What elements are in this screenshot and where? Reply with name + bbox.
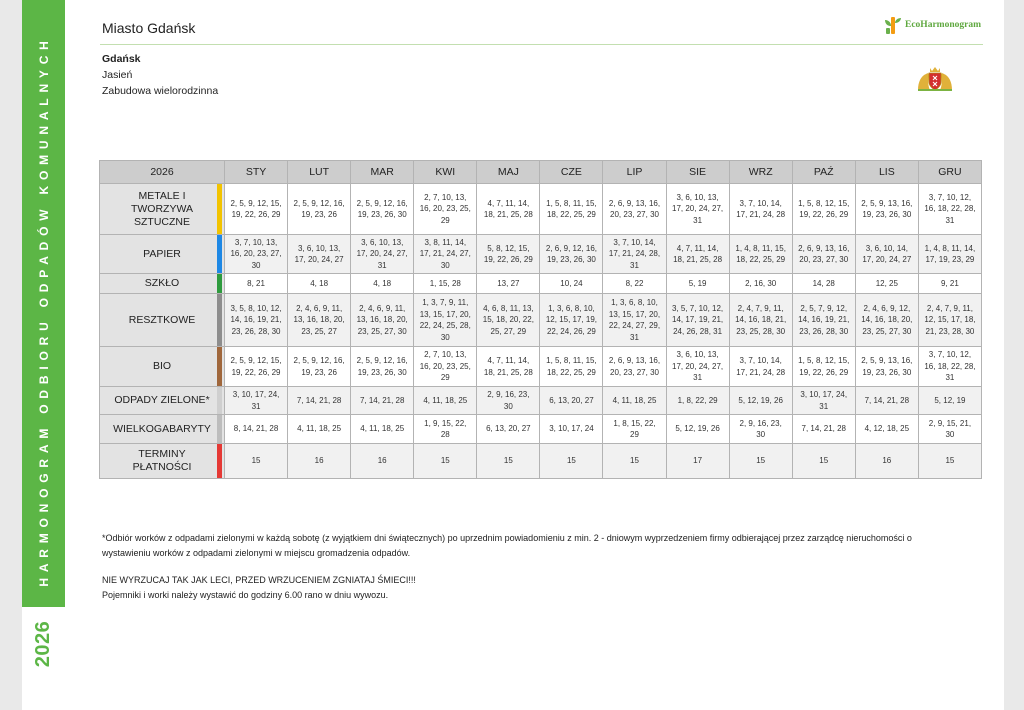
collection-dates-cell: 2, 5, 9, 13, 16, 19, 23, 26, 30 xyxy=(855,347,918,387)
collection-dates-cell: 2, 6, 9, 13, 16, 20, 23, 27, 30 xyxy=(603,184,666,235)
waste-type-cell xyxy=(100,387,225,415)
collection-dates-cell: 8, 21 xyxy=(225,274,288,294)
waste-color-strip xyxy=(217,387,222,414)
ecoharmonogram-logo-icon xyxy=(884,14,902,36)
collection-dates-cell: 3, 6, 10, 13, 17, 20, 24, 27, 31 xyxy=(351,235,414,274)
schedule-body xyxy=(100,184,982,479)
collection-dates-cell: 15 xyxy=(918,444,981,479)
collection-dates-cell: 2, 4, 6, 9, 11, 13, 16, 18, 20, 23, 25, 27, 30 xyxy=(351,294,414,347)
waste-color-strip xyxy=(217,347,222,386)
collection-dates-cell: 17 xyxy=(666,444,729,479)
waste-type-cell xyxy=(100,294,225,347)
collection-dates-cell: 2, 6, 9, 12, 16, 19, 23, 26, 30 xyxy=(540,235,603,274)
collection-dates-cell: 4, 6, 8, 11, 13, 15, 18, 20, 22, 25, 27, 29 xyxy=(477,294,540,347)
waste-type-cell xyxy=(100,415,225,444)
collection-dates-cell: 12, 25 xyxy=(855,274,918,294)
notes-block xyxy=(102,531,912,603)
waste-type-label: BIO xyxy=(152,360,172,372)
collection-dates-cell: 3, 7, 10, 14, 17, 21, 24, 28 xyxy=(729,347,792,387)
collection-dates-cell: 7, 14, 21, 28 xyxy=(351,387,414,415)
waste-row xyxy=(100,387,982,415)
collection-dates-cell: 2, 5, 9, 12, 15, 19, 22, 26, 29 xyxy=(225,347,288,387)
collection-dates-cell: 5, 8, 12, 15, 19, 22, 26, 29 xyxy=(477,235,540,274)
waste-row xyxy=(100,274,982,294)
collection-dates-cell: 4, 11, 18, 25 xyxy=(288,415,351,444)
collection-dates-cell: 15 xyxy=(792,444,855,479)
collection-dates-cell: 14, 28 xyxy=(792,274,855,294)
ecoharmonogram-logo xyxy=(884,14,981,36)
collection-dates-cell: 2, 5, 9, 12, 16, 19, 23, 26 xyxy=(288,184,351,235)
collection-dates-cell: 3, 6, 10, 13, 17, 20, 24, 27, 31 xyxy=(666,347,729,387)
collection-dates-cell: 2, 7, 10, 13, 16, 20, 23, 25, 29 xyxy=(414,347,477,387)
collection-dates-cell: 6, 13, 20, 27 xyxy=(477,415,540,444)
address-building-type: Zabudowa wielorodzinna xyxy=(102,85,219,97)
collection-dates-cell: 4, 7, 11, 14, 18, 21, 25, 28 xyxy=(477,184,540,235)
waste-type-label: METALE I TWORZYWA SZTUCZNE xyxy=(130,189,193,228)
green-waste-note-line: wystawieniu worków z odpadami zielonymi w miejscu gromadzenia odpadów. xyxy=(102,548,411,558)
month-header: MAR xyxy=(351,161,414,184)
waste-type-cell xyxy=(100,347,225,387)
collection-dates-cell: 1, 4, 8, 11, 15, 18, 22, 25, 29 xyxy=(729,235,792,274)
collection-dates-cell: 2, 5, 9, 12, 16, 19, 23, 26, 30 xyxy=(351,184,414,235)
waste-color-strip xyxy=(217,444,222,478)
collection-dates-cell: 2, 5, 9, 12, 15, 19, 22, 26, 29 xyxy=(225,184,288,235)
waste-type-cell xyxy=(100,444,225,479)
collection-dates-cell: 3, 7, 10, 14, 17, 21, 24, 28, 31 xyxy=(603,235,666,274)
waste-type-label: RESZTKOWE xyxy=(128,313,196,326)
month-header: WRZ xyxy=(729,161,792,184)
collection-dates-cell: 2, 6, 9, 13, 16, 20, 23, 27, 30 xyxy=(792,235,855,274)
collection-dates-cell: 4, 11, 18, 25 xyxy=(351,415,414,444)
collection-dates-cell: 5, 12, 19, 26 xyxy=(666,415,729,444)
collection-dates-cell: 15 xyxy=(603,444,666,479)
collection-dates-cell: 1, 4, 8, 11, 14, 17, 19, 23, 29 xyxy=(918,235,981,274)
waste-color-strip xyxy=(217,235,222,273)
gdansk-coat-of-arms-icon xyxy=(916,66,954,92)
page-title: Miasto Gdańsk xyxy=(102,20,196,36)
year-header: 2026 xyxy=(100,161,225,184)
collection-dates-cell: 8, 22 xyxy=(603,274,666,294)
collection-dates-cell: 13, 27 xyxy=(477,274,540,294)
collection-dates-cell: 8, 14, 21, 28 xyxy=(225,415,288,444)
collection-dates-cell: 3, 7, 10, 14, 17, 21, 24, 28 xyxy=(729,184,792,235)
waste-type-label: PAPIER xyxy=(143,247,181,260)
waste-type-label: ODPADY ZIELONE* xyxy=(114,394,210,406)
collection-dates-cell: 1, 5, 8, 12, 15, 19, 22, 26, 29 xyxy=(792,347,855,387)
collection-dates-cell: 9, 21 xyxy=(918,274,981,294)
collection-dates-cell: 7, 14, 21, 28 xyxy=(792,415,855,444)
collection-dates-cell: 2, 7, 10, 13, 16, 20, 23, 25, 29 xyxy=(414,184,477,235)
collection-dates-cell: 2, 5, 9, 13, 16, 19, 23, 26, 30 xyxy=(855,184,918,235)
collection-dates-cell: 3, 7, 10, 12, 16, 18, 22, 28, 31 xyxy=(918,347,981,387)
collection-dates-cell: 15 xyxy=(540,444,603,479)
sidebar-year: 2026 xyxy=(32,620,54,668)
waste-color-strip xyxy=(217,415,222,443)
collection-dates-cell: 4, 18 xyxy=(288,274,351,294)
green-waste-note-line: *Odbiór worków z odpadami zielonymi w każdą sobotę (z wyjątkiem dni świątecznych) po uprzednim powiadomieniu z min. 2 - dniowym wyprzedzeniem firmy odbierającej przez zarządcę nieruchomości o xyxy=(102,533,912,543)
collection-dates-cell: 2, 9, 16, 23, 30 xyxy=(729,415,792,444)
month-header: CZE xyxy=(540,161,603,184)
header-divider xyxy=(100,44,983,45)
collection-dates-cell: 1, 8, 15, 22, 29 xyxy=(603,415,666,444)
collection-dates-cell: 2, 4, 7, 9, 11, 12, 15, 17, 18, 21, 23, 28, 30 xyxy=(918,294,981,347)
collection-dates-cell: 1, 5, 8, 12, 15, 19, 22, 26, 29 xyxy=(792,184,855,235)
waste-row xyxy=(100,444,982,479)
month-header: GRU xyxy=(918,161,981,184)
sidebar-band xyxy=(22,0,65,607)
waste-row xyxy=(100,294,982,347)
address-district: Jasień xyxy=(102,69,133,81)
collection-dates-cell: 3, 10, 17, 24, 31 xyxy=(225,387,288,415)
waste-row xyxy=(100,235,982,274)
collection-dates-cell: 16 xyxy=(351,444,414,479)
waste-row xyxy=(100,415,982,444)
collection-dates-cell: 2, 16, 30 xyxy=(729,274,792,294)
waste-color-strip xyxy=(217,184,222,234)
collection-dates-cell: 4, 18 xyxy=(351,274,414,294)
waste-type-label: WIELKOGABARYTY xyxy=(113,422,211,435)
collection-dates-cell: 16 xyxy=(288,444,351,479)
collection-dates-cell: 2, 4, 6, 9, 11, 13, 16, 18, 20, 23, 25, 27 xyxy=(288,294,351,347)
collection-dates-cell: 1, 3, 6, 8, 10, 12, 15, 17, 19, 22, 24, 26, 29 xyxy=(540,294,603,347)
collection-dates-cell: 1, 9, 15, 22, 28 xyxy=(414,415,477,444)
collection-dates-cell: 1, 3, 6, 8, 10, 13, 15, 17, 20, 22, 24, 27, 29, 31 xyxy=(603,294,666,347)
collection-dates-cell: 10, 24 xyxy=(540,274,603,294)
waste-row xyxy=(100,347,982,387)
collection-dates-cell: 2, 9, 16, 23, 30 xyxy=(477,387,540,415)
waste-type-label: SZKŁO xyxy=(144,277,180,289)
collection-dates-cell: 6, 13, 20, 27 xyxy=(540,387,603,415)
collection-dates-cell: 4, 11, 18, 25 xyxy=(603,387,666,415)
month-header: STY xyxy=(225,161,288,184)
collection-dates-cell: 3, 7, 10, 13, 16, 20, 23, 27, 30 xyxy=(225,235,288,274)
collection-dates-cell: 7, 14, 21, 28 xyxy=(855,387,918,415)
collection-dates-cell: 3, 10, 17, 24 xyxy=(540,415,603,444)
collection-dates-cell: 2, 4, 6, 9, 12, 14, 16, 18, 20, 23, 25, 27, 30 xyxy=(855,294,918,347)
instruction-note: Pojemniki i worki należy wystawić do godziny 6.00 rano w dniu wywozu. xyxy=(102,590,389,600)
address-city: Gdańsk xyxy=(102,53,141,65)
collection-dates-cell: 3, 6, 10, 13, 17, 20, 24, 27, 31 xyxy=(666,184,729,235)
logo-text: EcoHarmonogram xyxy=(905,20,981,30)
collection-dates-cell: 1, 3, 7, 9, 11, 13, 15, 17, 20, 22, 24, 25, 28, 30 xyxy=(414,294,477,347)
warning-note: NIE WYRZUCAJ TAK JAK LECI, PRZED WRZUCENIEM ZGNIATAJ ŚMIECI!!! xyxy=(102,575,416,585)
month-header: KWI xyxy=(414,161,477,184)
collection-dates-cell: 16 xyxy=(855,444,918,479)
collection-dates-cell: 2, 9, 15, 21, 30 xyxy=(918,415,981,444)
collection-dates-cell: 2, 5, 9, 12, 16, 19, 23, 26 xyxy=(288,347,351,387)
collection-dates-cell: 2, 6, 9, 13, 16, 20, 23, 27, 30 xyxy=(603,347,666,387)
collection-dates-cell: 15 xyxy=(477,444,540,479)
month-header: LUT xyxy=(288,161,351,184)
collection-dates-cell: 15 xyxy=(225,444,288,479)
collection-dates-cell: 4, 7, 11, 14, 18, 21, 25, 28 xyxy=(477,347,540,387)
collection-dates-cell: 15 xyxy=(414,444,477,479)
collection-dates-cell: 1, 8, 22, 29 xyxy=(666,387,729,415)
address-block xyxy=(102,51,218,99)
schedule-table xyxy=(99,160,982,479)
collection-dates-cell: 3, 7, 10, 12, 16, 18, 22, 28, 31 xyxy=(918,184,981,235)
collection-dates-cell: 5, 19 xyxy=(666,274,729,294)
collection-dates-cell: 1, 15, 28 xyxy=(414,274,477,294)
collection-dates-cell: 3, 5, 7, 10, 12, 14, 17, 19, 21, 24, 26, 28, 31 xyxy=(666,294,729,347)
waste-type-label: TERMINY PŁATNOŚCI xyxy=(132,448,192,473)
collection-dates-cell: 3, 10, 17, 24, 31 xyxy=(792,387,855,415)
collection-dates-cell: 5, 12, 19, 26 xyxy=(729,387,792,415)
collection-dates-cell: 2, 5, 7, 9, 12, 14, 16, 19, 21, 23, 26, 28, 30 xyxy=(792,294,855,347)
collection-dates-cell: 2, 5, 9, 12, 16, 19, 23, 26, 30 xyxy=(351,347,414,387)
waste-color-strip xyxy=(217,294,222,346)
collection-dates-cell: 1, 5, 8, 11, 15, 18, 22, 25, 29 xyxy=(540,184,603,235)
month-header: MAJ xyxy=(477,161,540,184)
collection-dates-cell: 5, 12, 19 xyxy=(918,387,981,415)
collection-dates-cell: 4, 7, 11, 14, 18, 21, 25, 28 xyxy=(666,235,729,274)
collection-dates-cell: 4, 11, 18, 25 xyxy=(414,387,477,415)
waste-type-cell xyxy=(100,235,225,274)
month-header: SIE xyxy=(666,161,729,184)
collection-dates-cell: 3, 5, 8, 10, 12, 14, 16, 19, 21, 23, 26, 28, 30 xyxy=(225,294,288,347)
collection-dates-cell: 7, 14, 21, 28 xyxy=(288,387,351,415)
waste-color-strip xyxy=(217,274,222,293)
collection-dates-cell: 15 xyxy=(729,444,792,479)
collection-dates-cell: 3, 6, 10, 14, 17, 20, 24, 27 xyxy=(855,235,918,274)
waste-type-cell xyxy=(100,184,225,235)
collection-dates-cell: 3, 8, 11, 14, 17, 21, 24, 27, 30 xyxy=(414,235,477,274)
sidebar-title: HARMONOGRAM ODBIORU ODPADÓW KOMUNALNYCH xyxy=(36,35,51,587)
collection-dates-cell: 4, 12, 18, 25 xyxy=(855,415,918,444)
schedule-header-row xyxy=(100,161,982,184)
month-header: LIP xyxy=(603,161,666,184)
month-header: PAŹ xyxy=(792,161,855,184)
collection-dates-cell: 1, 5, 8, 11, 15, 18, 22, 25, 29 xyxy=(540,347,603,387)
collection-dates-cell: 3, 6, 10, 13, 17, 20, 24, 27 xyxy=(288,235,351,274)
waste-type-cell xyxy=(100,274,225,294)
month-header: LIS xyxy=(855,161,918,184)
waste-row xyxy=(100,184,982,235)
collection-dates-cell: 2, 4, 7, 9, 11, 14, 16, 18, 21, 23, 25, 28, 30 xyxy=(729,294,792,347)
